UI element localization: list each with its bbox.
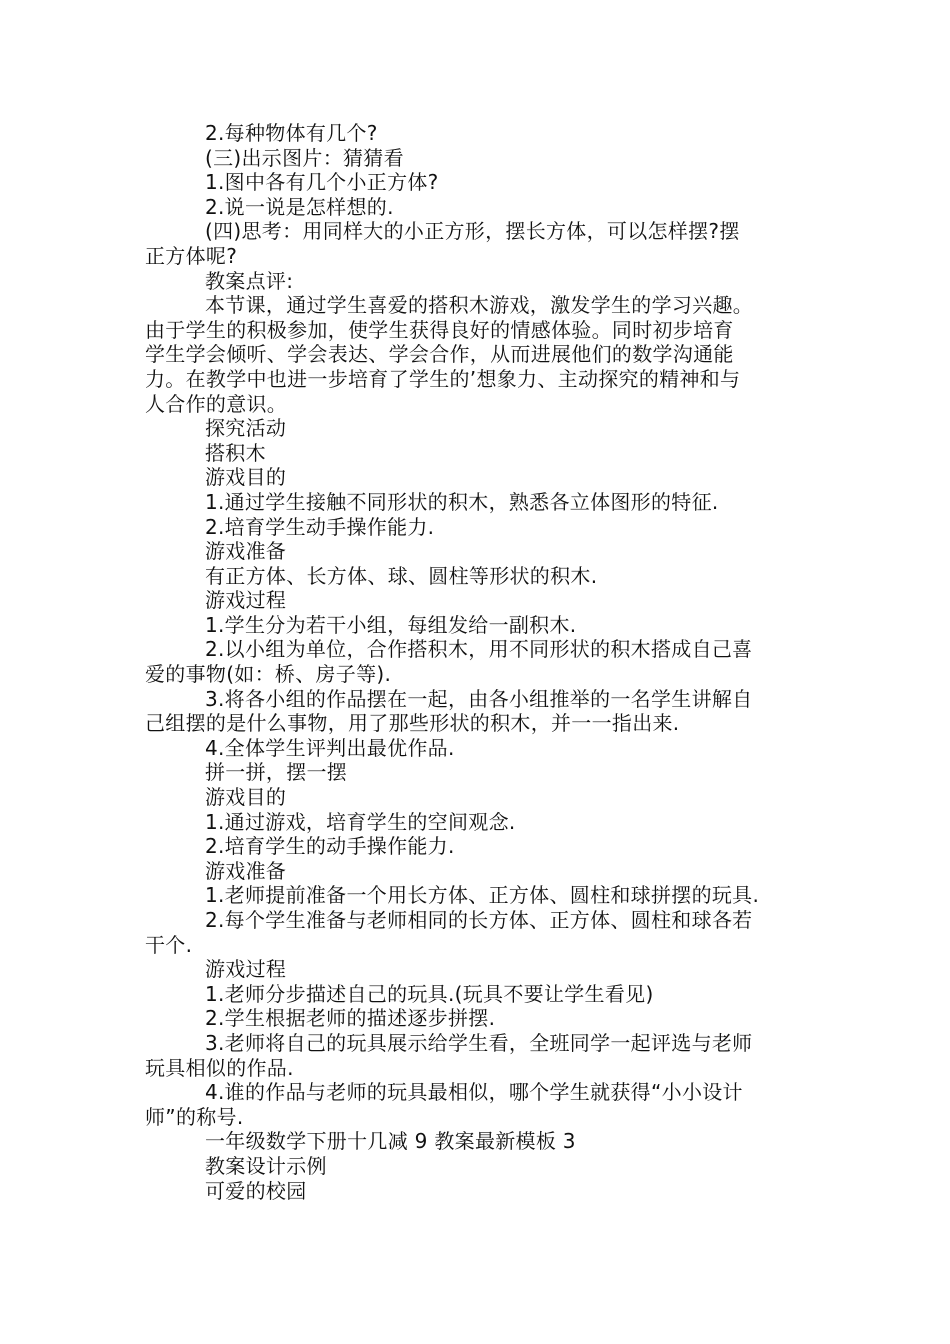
text-line: 3.将各小组的作品摆在一起，由各小组推举的一名学生讲解自 [205,686,753,711]
text-line: 1.学生分为若干小组，每组发给一副积木. [205,612,577,637]
text-line: 2.培育学生的动手操作能力. [205,834,455,859]
text-line: 搭积木 [205,440,266,465]
text-line: (三)出示图片：猜猜看 [205,145,404,170]
text-line: 游戏目的 [205,785,287,810]
text-line: 游戏目的 [205,465,287,490]
text-line: 2.每种物体有几个? [205,121,378,145]
text-line: 本节课，通过学生喜爱的搭积木游戏，激发学生的学习兴趣。 [205,293,754,318]
text-line: 2.学生根据老师的描述逐步拼摆. [205,1006,496,1031]
text-line: 4.谁的作品与老师的玩具最相似，哪个学生就获得“小小设计 [205,1080,743,1105]
text-line: 教案设计示例 [205,1153,327,1178]
text-line: (四)思考：用同样大的小正方形，摆长方体，可以怎样摆?摆 [205,219,740,244]
text-line: 教案点评: [205,268,294,293]
text-line: 1.通过游戏，培育学生的空间观念. [205,809,516,834]
text-line: 爱的事物(如：桥、房子等). [145,662,392,687]
text-line: 由于学生的积极参加，使学生获得良好的情感体验。同时初步培育 [145,317,734,342]
text-line: 2.以小组为单位，合作搭积木，用不同形状的积木搭成自己喜 [205,637,753,662]
text-line: 游戏过程 [205,957,287,982]
text-line: 学生学会倾听、学会表达、学会合作，从而进展他们的数学沟通能 [145,342,734,367]
text-line: 3.老师将自己的玩具展示给学生看，全班同学一起评选与老师 [205,1030,753,1055]
text-line: 1.老师提前准备一个用长方体、正方体、圆柱和球拼摆的玩具. [205,883,760,908]
text-line: 4.全体学生评判出最优作品. [205,735,455,760]
text-line: 2.培育学生动手操作能力. [205,514,435,539]
text-line: 游戏准备 [205,858,287,883]
text-line: 力。在教学中也进一步培育了学生的’想象力、主动探究的精神和与 [145,366,741,391]
text-line: 人合作的意识。 [145,391,288,416]
text-line: 拼一拼，摆一摆 [205,760,348,785]
text-line: 玩具相似的作品. [145,1055,294,1080]
text-line: 1.通过学生接触不同形状的积木，熟悉各立体图形的特征. [205,489,719,514]
text-line: 可爱的校园 [205,1178,307,1203]
text-line: 游戏准备 [205,539,287,564]
text-line: 一年级数学下册十几减 9 教案最新模板 3 [205,1129,576,1154]
text-line: 2.说一说是怎样想的. [205,194,394,219]
text-line: 1.图中各有几个小正方体? [205,170,439,195]
text-line: 干个. [145,932,193,957]
text-line: 师”的称号. [145,1104,244,1129]
text-line: 2.每个学生准备与老师相同的长方体、正方体、圆柱和球各若 [205,908,753,932]
document-body [145,121,817,1203]
text-line: 游戏过程 [205,588,287,613]
text-line: 己组摆的是什么事物，用了那些形状的积木，并一一指出来. [145,711,680,736]
text-line: 有正方体、长方体、球、圆柱等形状的积木. [205,563,598,588]
text-line: 1.老师分步描述自己的玩具.(玩具不要让学生看见) [205,981,654,1006]
text-line: 正方体呢? [145,243,238,268]
text-line: 探究活动 [205,416,287,441]
